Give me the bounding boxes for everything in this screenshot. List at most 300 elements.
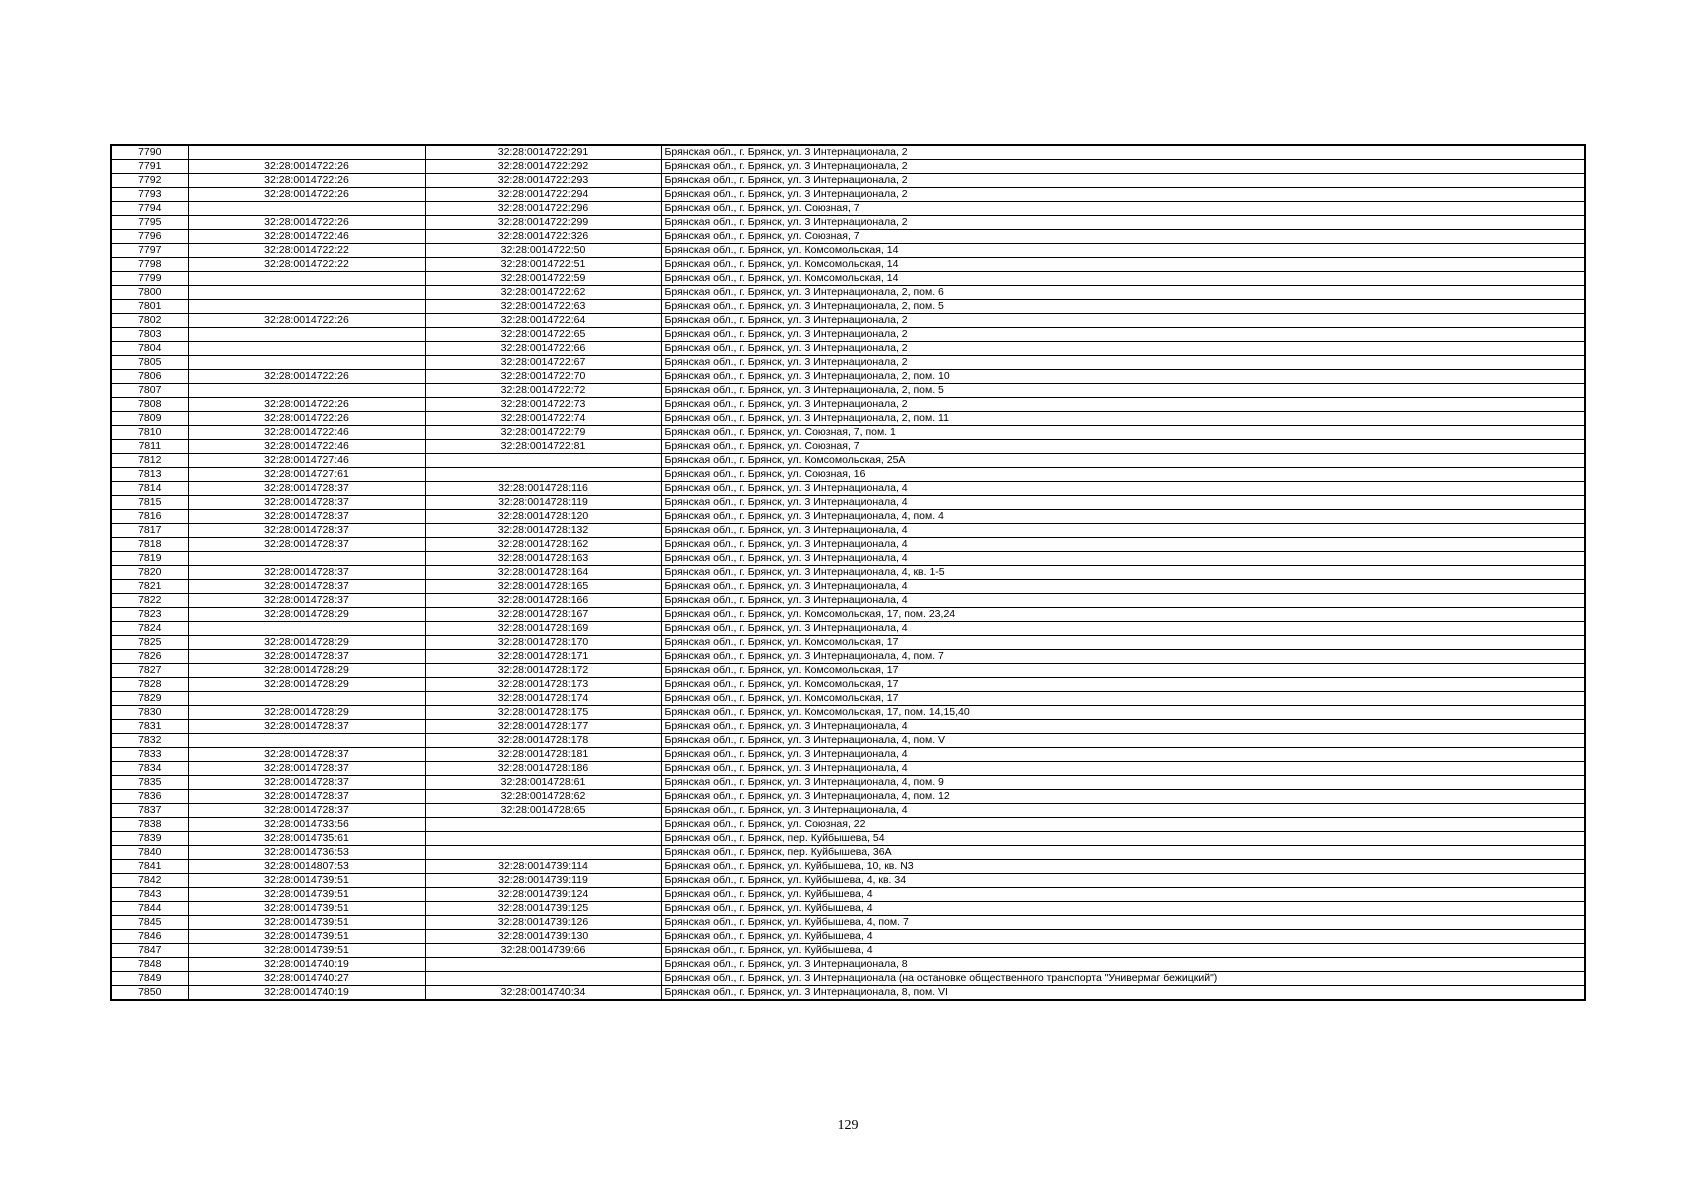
table-row [111, 482, 1585, 496]
land-parcel-number-cell: 32:28:0014728:37 [188, 650, 425, 664]
page-number: 129 [837, 1118, 859, 1133]
row-number-cell: 7850 [111, 986, 188, 1001]
row-number-cell: 7800 [111, 286, 188, 300]
object-number-cell [425, 832, 661, 846]
land-parcel-number-cell: 32:28:0014728:29 [188, 678, 425, 692]
table-row [111, 384, 1585, 398]
address-cell: Брянская обл., г. Брянск, ул. Союзная, 7 [661, 440, 1585, 454]
table-row [111, 468, 1585, 482]
table-row [111, 678, 1585, 692]
land-parcel-number-cell: 32:28:0014728:37 [188, 776, 425, 790]
object-number-cell: 32:28:0014739:130 [425, 930, 661, 944]
land-parcel-number-cell: 32:28:0014722:22 [188, 258, 425, 272]
address-cell: Брянская обл., г. Брянск, ул. 3 Интернационала, 8, пом. VI [661, 986, 1585, 1001]
row-number-cell: 7799 [111, 272, 188, 286]
address-cell: Брянская обл., г. Брянск, ул. 3 Интернационала, 4 [661, 482, 1585, 496]
address-cell: Брянская обл., г. Брянск, ул. 3 Интернационала, 4 [661, 524, 1585, 538]
land-parcel-number-cell: 32:28:0014739:51 [188, 916, 425, 930]
table-row [111, 300, 1585, 314]
object-number-cell: 32:28:0014722:63 [425, 300, 661, 314]
land-parcel-number-cell: 32:28:0014728:37 [188, 790, 425, 804]
object-number-cell: 32:28:0014722:81 [425, 440, 661, 454]
row-number-cell: 7835 [111, 776, 188, 790]
row-number-cell: 7837 [111, 804, 188, 818]
table-row [111, 160, 1585, 174]
object-number-cell: 32:28:0014722:74 [425, 412, 661, 426]
address-cell: Брянская обл., г. Брянск, ул. Комсомольская, 17, пом. 23,24 [661, 608, 1585, 622]
land-parcel-number-cell: 32:28:0014722:26 [188, 314, 425, 328]
object-number-cell: 32:28:0014722:70 [425, 370, 661, 384]
land-parcel-number-cell [188, 622, 425, 636]
row-number-cell: 7805 [111, 356, 188, 370]
land-parcel-number-cell: 32:28:0014728:37 [188, 566, 425, 580]
address-cell: Брянская обл., г. Брянск, ул. Союзная, 7 [661, 230, 1585, 244]
land-parcel-number-cell: 32:28:0014722:46 [188, 230, 425, 244]
table-row [111, 874, 1585, 888]
object-number-cell [425, 846, 661, 860]
table-row [111, 258, 1585, 272]
object-number-cell: 32:28:0014728:116 [425, 482, 661, 496]
address-cell: Брянская обл., г. Брянск, ул. 3 Интернационала, 2 [661, 160, 1585, 174]
row-number-cell: 7810 [111, 426, 188, 440]
object-number-cell: 32:28:0014728:172 [425, 664, 661, 678]
table-row [111, 958, 1585, 972]
address-cell: Брянская обл., г. Брянск, ул. 3 Интернационала, 4 [661, 804, 1585, 818]
table-row [111, 720, 1585, 734]
row-number-cell: 7816 [111, 510, 188, 524]
row-number-cell: 7804 [111, 342, 188, 356]
table-row [111, 552, 1585, 566]
table-row [111, 664, 1585, 678]
address-cell: Брянская обл., г. Брянск, ул. Союзная, 7 [661, 202, 1585, 216]
land-parcel-number-cell: 32:28:0014728:37 [188, 762, 425, 776]
address-cell: Брянская обл., г. Брянск, ул. 3 Интернационала, 4, кв. 1-5 [661, 566, 1585, 580]
table-row [111, 426, 1585, 440]
table-row [111, 230, 1585, 244]
address-cell: Брянская обл., г. Брянск, ул. 3 Интернационала, 2 [661, 188, 1585, 202]
object-number-cell: 32:28:0014722:291 [425, 145, 661, 160]
address-cell: Брянская обл., г. Брянск, ул. Комсомольская, 17 [661, 678, 1585, 692]
object-number-cell [425, 454, 661, 468]
row-number-cell: 7842 [111, 874, 188, 888]
object-number-cell: 32:28:0014739:124 [425, 888, 661, 902]
table-row [111, 412, 1585, 426]
row-number-cell: 7846 [111, 930, 188, 944]
row-number-cell: 7834 [111, 762, 188, 776]
table-row [111, 188, 1585, 202]
object-number-cell: 32:28:0014728:167 [425, 608, 661, 622]
row-number-cell: 7791 [111, 160, 188, 174]
row-number-cell: 7843 [111, 888, 188, 902]
land-parcel-number-cell [188, 384, 425, 398]
row-number-cell: 7820 [111, 566, 188, 580]
table-row [111, 580, 1585, 594]
object-number-cell: 32:28:0014728:181 [425, 748, 661, 762]
land-parcel-number-cell [188, 552, 425, 566]
row-number-cell: 7826 [111, 650, 188, 664]
table-row [111, 916, 1585, 930]
row-number-cell: 7809 [111, 412, 188, 426]
row-number-cell: 7807 [111, 384, 188, 398]
land-parcel-number-cell: 32:28:0014728:37 [188, 720, 425, 734]
register-table-body [111, 145, 1585, 1000]
land-parcel-number-cell [188, 286, 425, 300]
row-number-cell: 7817 [111, 524, 188, 538]
address-cell: Брянская обл., г. Брянск, ул. 3 Интернационала, 4 [661, 622, 1585, 636]
address-cell: Брянская обл., г. Брянск, ул. Куйбышева, 4 [661, 902, 1585, 916]
land-parcel-number-cell: 32:28:0014739:51 [188, 902, 425, 916]
object-number-cell: 32:28:0014728:173 [425, 678, 661, 692]
row-number-cell: 7831 [111, 720, 188, 734]
address-cell: Брянская обл., г. Брянск, ул. Куйбышева, 4 [661, 944, 1585, 958]
object-number-cell: 32:28:0014739:126 [425, 916, 661, 930]
object-number-cell: 32:28:0014722:66 [425, 342, 661, 356]
table-row [111, 566, 1585, 580]
row-number-cell: 7847 [111, 944, 188, 958]
table-row [111, 902, 1585, 916]
object-number-cell: 32:28:0014728:119 [425, 496, 661, 510]
address-cell: Брянская обл., г. Брянск, ул. 3 Интернационала, 2 [661, 314, 1585, 328]
object-number-cell: 32:28:0014728:61 [425, 776, 661, 790]
land-parcel-number-cell: 32:28:0014739:51 [188, 944, 425, 958]
table-row [111, 510, 1585, 524]
land-parcel-number-cell: 32:28:0014722:26 [188, 188, 425, 202]
table-row [111, 370, 1585, 384]
object-number-cell [425, 818, 661, 832]
land-parcel-number-cell: 32:28:0014807:53 [188, 860, 425, 874]
object-number-cell: 32:28:0014722:294 [425, 188, 661, 202]
address-cell: Брянская обл., г. Брянск, ул. Комсомольская, 14 [661, 272, 1585, 286]
land-parcel-number-cell [188, 300, 425, 314]
table-row [111, 244, 1585, 258]
table-row [111, 328, 1585, 342]
land-parcel-number-cell: 32:28:0014728:29 [188, 636, 425, 650]
land-parcel-number-cell [188, 145, 425, 160]
address-cell: Брянская обл., г. Брянск, ул. Комсомольская, 14 [661, 258, 1585, 272]
land-parcel-number-cell: 32:28:0014736:53 [188, 846, 425, 860]
row-number-cell: 7801 [111, 300, 188, 314]
object-number-cell: 32:28:0014722:79 [425, 426, 661, 440]
land-parcel-number-cell: 32:28:0014722:26 [188, 174, 425, 188]
row-number-cell: 7839 [111, 832, 188, 846]
address-cell: Брянская обл., г. Брянск, ул. 3 Интернационала, 4 [661, 538, 1585, 552]
address-cell: Брянская обл., г. Брянск, ул. Союзная, 16 [661, 468, 1585, 482]
land-parcel-number-cell: 32:28:0014739:51 [188, 874, 425, 888]
row-number-cell: 7812 [111, 454, 188, 468]
land-parcel-number-cell [188, 202, 425, 216]
table-row [111, 846, 1585, 860]
land-parcel-number-cell: 32:28:0014728:37 [188, 748, 425, 762]
table-row [111, 594, 1585, 608]
address-cell: Брянская обл., г. Брянск, ул. 3 Интернационала (на остановке общественного транспорта "Универмаг бежицкий") [661, 972, 1585, 986]
row-number-cell: 7827 [111, 664, 188, 678]
row-number-cell: 7806 [111, 370, 188, 384]
table-row [111, 692, 1585, 706]
row-number-cell: 7814 [111, 482, 188, 496]
land-parcel-number-cell: 32:28:0014722:26 [188, 412, 425, 426]
row-number-cell: 7797 [111, 244, 188, 258]
row-number-cell: 7836 [111, 790, 188, 804]
object-number-cell: 32:28:0014722:59 [425, 272, 661, 286]
row-number-cell: 7830 [111, 706, 188, 720]
address-cell: Брянская обл., г. Брянск, ул. 3 Интернационала, 4 [661, 594, 1585, 608]
address-cell: Брянская обл., г. Брянск, ул. Куйбышева, 4, кв. 34 [661, 874, 1585, 888]
address-cell: Брянская обл., г. Брянск, ул. 3 Интернационала, 4, пом. 12 [661, 790, 1585, 804]
object-number-cell: 32:28:0014722:73 [425, 398, 661, 412]
table-row [111, 286, 1585, 300]
table-row [111, 972, 1585, 986]
address-cell: Брянская обл., г. Брянск, ул. Комсомольская, 17 [661, 692, 1585, 706]
land-parcel-number-cell: 32:28:0014728:29 [188, 706, 425, 720]
object-number-cell: 32:28:0014728:169 [425, 622, 661, 636]
row-number-cell: 7832 [111, 734, 188, 748]
object-number-cell: 32:28:0014728:65 [425, 804, 661, 818]
land-parcel-number-cell: 32:28:0014722:26 [188, 160, 425, 174]
table-row [111, 202, 1585, 216]
address-cell: Брянская обл., г. Брянск, ул. 3 Интернационала, 4 [661, 580, 1585, 594]
table-row [111, 622, 1585, 636]
table-row [111, 216, 1585, 230]
land-parcel-number-cell [188, 328, 425, 342]
table-row [111, 538, 1585, 552]
address-cell: Брянская обл., г. Брянск, ул. Куйбышева, 4 [661, 930, 1585, 944]
object-number-cell: 32:28:0014728:178 [425, 734, 661, 748]
address-cell: Брянская обл., г. Брянск, ул. Комсомольская, 17 [661, 664, 1585, 678]
table-row [111, 440, 1585, 454]
address-cell: Брянская обл., г. Брянск, ул. Комсомольская, 14 [661, 244, 1585, 258]
object-number-cell: 32:28:0014722:50 [425, 244, 661, 258]
land-parcel-number-cell [188, 342, 425, 356]
address-cell: Брянская обл., г. Брянск, ул. 3 Интернационала, 4 [661, 720, 1585, 734]
address-cell: Брянская обл., г. Брянск, ул. 3 Интернационала, 2 [661, 328, 1585, 342]
row-number-cell: 7808 [111, 398, 188, 412]
object-number-cell: 32:28:0014722:292 [425, 160, 661, 174]
address-cell: Брянская обл., г. Брянск, ул. 3 Интернационала, 4 [661, 552, 1585, 566]
land-parcel-number-cell [188, 356, 425, 370]
land-parcel-number-cell: 32:28:0014740:19 [188, 958, 425, 972]
table-row [111, 832, 1585, 846]
row-number-cell: 7795 [111, 216, 188, 230]
land-parcel-number-cell: 32:28:0014733:56 [188, 818, 425, 832]
row-number-cell: 7818 [111, 538, 188, 552]
land-parcel-number-cell: 32:28:0014722:22 [188, 244, 425, 258]
land-parcel-number-cell [188, 692, 425, 706]
land-parcel-number-cell: 32:28:0014739:51 [188, 930, 425, 944]
row-number-cell: 7813 [111, 468, 188, 482]
row-number-cell: 7840 [111, 846, 188, 860]
land-parcel-number-cell: 32:28:0014728:29 [188, 664, 425, 678]
address-cell: Брянская обл., г. Брянск, ул. Союзная, 22 [661, 818, 1585, 832]
table-row [111, 888, 1585, 902]
address-cell: Брянская обл., г. Брянск, ул. 3 Интернационала, 2, пом. 6 [661, 286, 1585, 300]
address-cell: Брянская обл., г. Брянск, ул. Куйбышева, 4 [661, 888, 1585, 902]
object-number-cell [425, 972, 661, 986]
land-parcel-number-cell [188, 272, 425, 286]
row-number-cell: 7829 [111, 692, 188, 706]
address-cell: Брянская обл., г. Брянск, ул. 3 Интернационала, 2 [661, 342, 1585, 356]
table-row [111, 608, 1585, 622]
land-parcel-number-cell [188, 734, 425, 748]
table-row [111, 398, 1585, 412]
object-number-cell: 32:28:0014728:177 [425, 720, 661, 734]
address-cell: Брянская обл., г. Брянск, ул. 3 Интернационала, 4, пом. 9 [661, 776, 1585, 790]
object-number-cell: 32:28:0014722:293 [425, 174, 661, 188]
row-number-cell: 7825 [111, 636, 188, 650]
row-number-cell: 7849 [111, 972, 188, 986]
row-number-cell: 7841 [111, 860, 188, 874]
row-number-cell: 7819 [111, 552, 188, 566]
address-cell: Брянская обл., г. Брянск, пер. Куйбышева, 36А [661, 846, 1585, 860]
address-cell: Брянская обл., г. Брянск, ул. Комсомольская, 25А [661, 454, 1585, 468]
row-number-cell: 7792 [111, 174, 188, 188]
land-parcel-number-cell: 32:28:0014722:26 [188, 216, 425, 230]
object-number-cell: 32:28:0014728:164 [425, 566, 661, 580]
table-row [111, 930, 1585, 944]
land-parcel-number-cell: 32:28:0014739:51 [188, 888, 425, 902]
object-number-cell: 32:28:0014739:125 [425, 902, 661, 916]
object-number-cell: 32:28:0014728:165 [425, 580, 661, 594]
object-number-cell: 32:28:0014728:170 [425, 636, 661, 650]
object-number-cell: 32:28:0014728:132 [425, 524, 661, 538]
table-row [111, 454, 1585, 468]
address-cell: Брянская обл., г. Брянск, ул. 3 Интернационала, 2, пом. 10 [661, 370, 1585, 384]
register-table [110, 144, 1586, 1001]
address-cell: Брянская обл., г. Брянск, ул. 3 Интернационала, 8 [661, 958, 1585, 972]
object-number-cell: 32:28:0014728:174 [425, 692, 661, 706]
address-cell: Брянская обл., г. Брянск, ул. 3 Интернационала, 2 [661, 398, 1585, 412]
object-number-cell: 32:28:0014739:114 [425, 860, 661, 874]
table-row [111, 524, 1585, 538]
object-number-cell: 32:28:0014739:119 [425, 874, 661, 888]
address-cell: Брянская обл., г. Брянск, ул. 3 Интернационала, 4, пом. 7 [661, 650, 1585, 664]
land-parcel-number-cell: 32:28:0014728:37 [188, 510, 425, 524]
address-cell: Брянская обл., г. Брянск, ул. 3 Интернационала, 2, пом. 5 [661, 384, 1585, 398]
object-number-cell: 32:28:0014728:120 [425, 510, 661, 524]
row-number-cell: 7798 [111, 258, 188, 272]
table-row [111, 776, 1585, 790]
row-number-cell: 7802 [111, 314, 188, 328]
land-parcel-number-cell: 32:28:0014722:26 [188, 398, 425, 412]
table-row [111, 790, 1585, 804]
table-row [111, 174, 1585, 188]
table-row [111, 818, 1585, 832]
object-number-cell [425, 958, 661, 972]
object-number-cell: 32:28:0014728:163 [425, 552, 661, 566]
table-row [111, 496, 1585, 510]
object-number-cell: 32:28:0014722:326 [425, 230, 661, 244]
row-number-cell: 7803 [111, 328, 188, 342]
address-cell: Брянская обл., г. Брянск, ул. 3 Интернационала, 2 [661, 216, 1585, 230]
land-parcel-number-cell: 32:28:0014728:37 [188, 594, 425, 608]
object-number-cell: 32:28:0014728:166 [425, 594, 661, 608]
table-row [111, 860, 1585, 874]
land-parcel-number-cell: 32:28:0014722:46 [188, 426, 425, 440]
address-cell: Брянская обл., г. Брянск, ул. Комсомольская, 17 [661, 636, 1585, 650]
address-cell: Брянская обл., г. Брянск, ул. 3 Интернационала, 2 [661, 145, 1585, 160]
address-cell: Брянская обл., г. Брянск, ул. 3 Интернационала, 4 [661, 748, 1585, 762]
land-parcel-number-cell: 32:28:0014722:46 [188, 440, 425, 454]
row-number-cell: 7838 [111, 818, 188, 832]
object-number-cell: 32:28:0014740:34 [425, 986, 661, 1001]
object-number-cell: 32:28:0014722:65 [425, 328, 661, 342]
address-cell: Брянская обл., г. Брянск, ул. 3 Интернационала, 4 [661, 762, 1585, 776]
table-row [111, 944, 1585, 958]
object-number-cell: 32:28:0014728:62 [425, 790, 661, 804]
land-parcel-number-cell: 32:28:0014740:19 [188, 986, 425, 1001]
table-row [111, 636, 1585, 650]
row-number-cell: 7821 [111, 580, 188, 594]
object-number-cell: 32:28:0014728:171 [425, 650, 661, 664]
land-parcel-number-cell: 32:28:0014728:37 [188, 804, 425, 818]
object-number-cell: 32:28:0014722:299 [425, 216, 661, 230]
object-number-cell: 32:28:0014722:62 [425, 286, 661, 300]
row-number-cell: 7794 [111, 202, 188, 216]
row-number-cell: 7844 [111, 902, 188, 916]
land-parcel-number-cell: 32:28:0014722:26 [188, 370, 425, 384]
row-number-cell: 7823 [111, 608, 188, 622]
address-cell: Брянская обл., г. Брянск, пер. Куйбышева, 54 [661, 832, 1585, 846]
address-cell: Брянская обл., г. Брянск, ул. 3 Интернационала, 2, пом. 11 [661, 412, 1585, 426]
table-row [111, 762, 1585, 776]
address-cell: Брянская обл., г. Брянск, ул. Комсомольская, 17, пом. 14,15,40 [661, 706, 1585, 720]
table-row [111, 342, 1585, 356]
table-row [111, 986, 1585, 1001]
row-number-cell: 7796 [111, 230, 188, 244]
land-parcel-number-cell: 32:28:0014728:37 [188, 482, 425, 496]
land-parcel-number-cell: 32:28:0014728:37 [188, 580, 425, 594]
land-parcel-number-cell: 32:28:0014728:29 [188, 608, 425, 622]
address-cell: Брянская обл., г. Брянск, ул. 3 Интернационала, 2 [661, 356, 1585, 370]
row-number-cell: 7833 [111, 748, 188, 762]
land-parcel-number-cell: 32:28:0014728:37 [188, 524, 425, 538]
object-number-cell: 32:28:0014728:186 [425, 762, 661, 776]
address-cell: Брянская обл., г. Брянск, ул. Куйбышева, 4, пом. 7 [661, 916, 1585, 930]
row-number-cell: 7793 [111, 188, 188, 202]
table-row [111, 356, 1585, 370]
object-number-cell: 32:28:0014722:296 [425, 202, 661, 216]
land-parcel-number-cell: 32:28:0014728:37 [188, 496, 425, 510]
object-number-cell: 32:28:0014722:72 [425, 384, 661, 398]
address-cell: Брянская обл., г. Брянск, ул. 3 Интернационала, 4 [661, 496, 1585, 510]
table-row [111, 748, 1585, 762]
object-number-cell [425, 468, 661, 482]
row-number-cell: 7828 [111, 678, 188, 692]
object-number-cell: 32:28:0014722:64 [425, 314, 661, 328]
row-number-cell: 7790 [111, 145, 188, 160]
address-cell: Брянская обл., г. Брянск, ул. Союзная, 7, пом. 1 [661, 426, 1585, 440]
row-number-cell: 7824 [111, 622, 188, 636]
land-parcel-number-cell: 32:28:0014728:37 [188, 538, 425, 552]
object-number-cell: 32:28:0014722:67 [425, 356, 661, 370]
table-row [111, 314, 1585, 328]
row-number-cell: 7845 [111, 916, 188, 930]
row-number-cell: 7811 [111, 440, 188, 454]
address-cell: Брянская обл., г. Брянск, ул. 3 Интернационала, 2 [661, 174, 1585, 188]
address-cell: Брянская обл., г. Брянск, ул. 3 Интернационала, 2, пом. 5 [661, 300, 1585, 314]
table-row [111, 734, 1585, 748]
land-parcel-number-cell: 32:28:0014727:61 [188, 468, 425, 482]
land-parcel-number-cell: 32:28:0014735:61 [188, 832, 425, 846]
address-cell: Брянская обл., г. Брянск, ул. Куйбышева, 10, кв. N3 [661, 860, 1585, 874]
land-parcel-number-cell: 32:28:0014740:27 [188, 972, 425, 986]
object-number-cell: 32:28:0014722:51 [425, 258, 661, 272]
address-cell: Брянская обл., г. Брянск, ул. 3 Интернационала, 4, пом. V [661, 734, 1585, 748]
table-row [111, 272, 1585, 286]
table-row [111, 804, 1585, 818]
row-number-cell: 7815 [111, 496, 188, 510]
address-cell: Брянская обл., г. Брянск, ул. 3 Интернационала, 4, пом. 4 [661, 510, 1585, 524]
table-row [111, 650, 1585, 664]
